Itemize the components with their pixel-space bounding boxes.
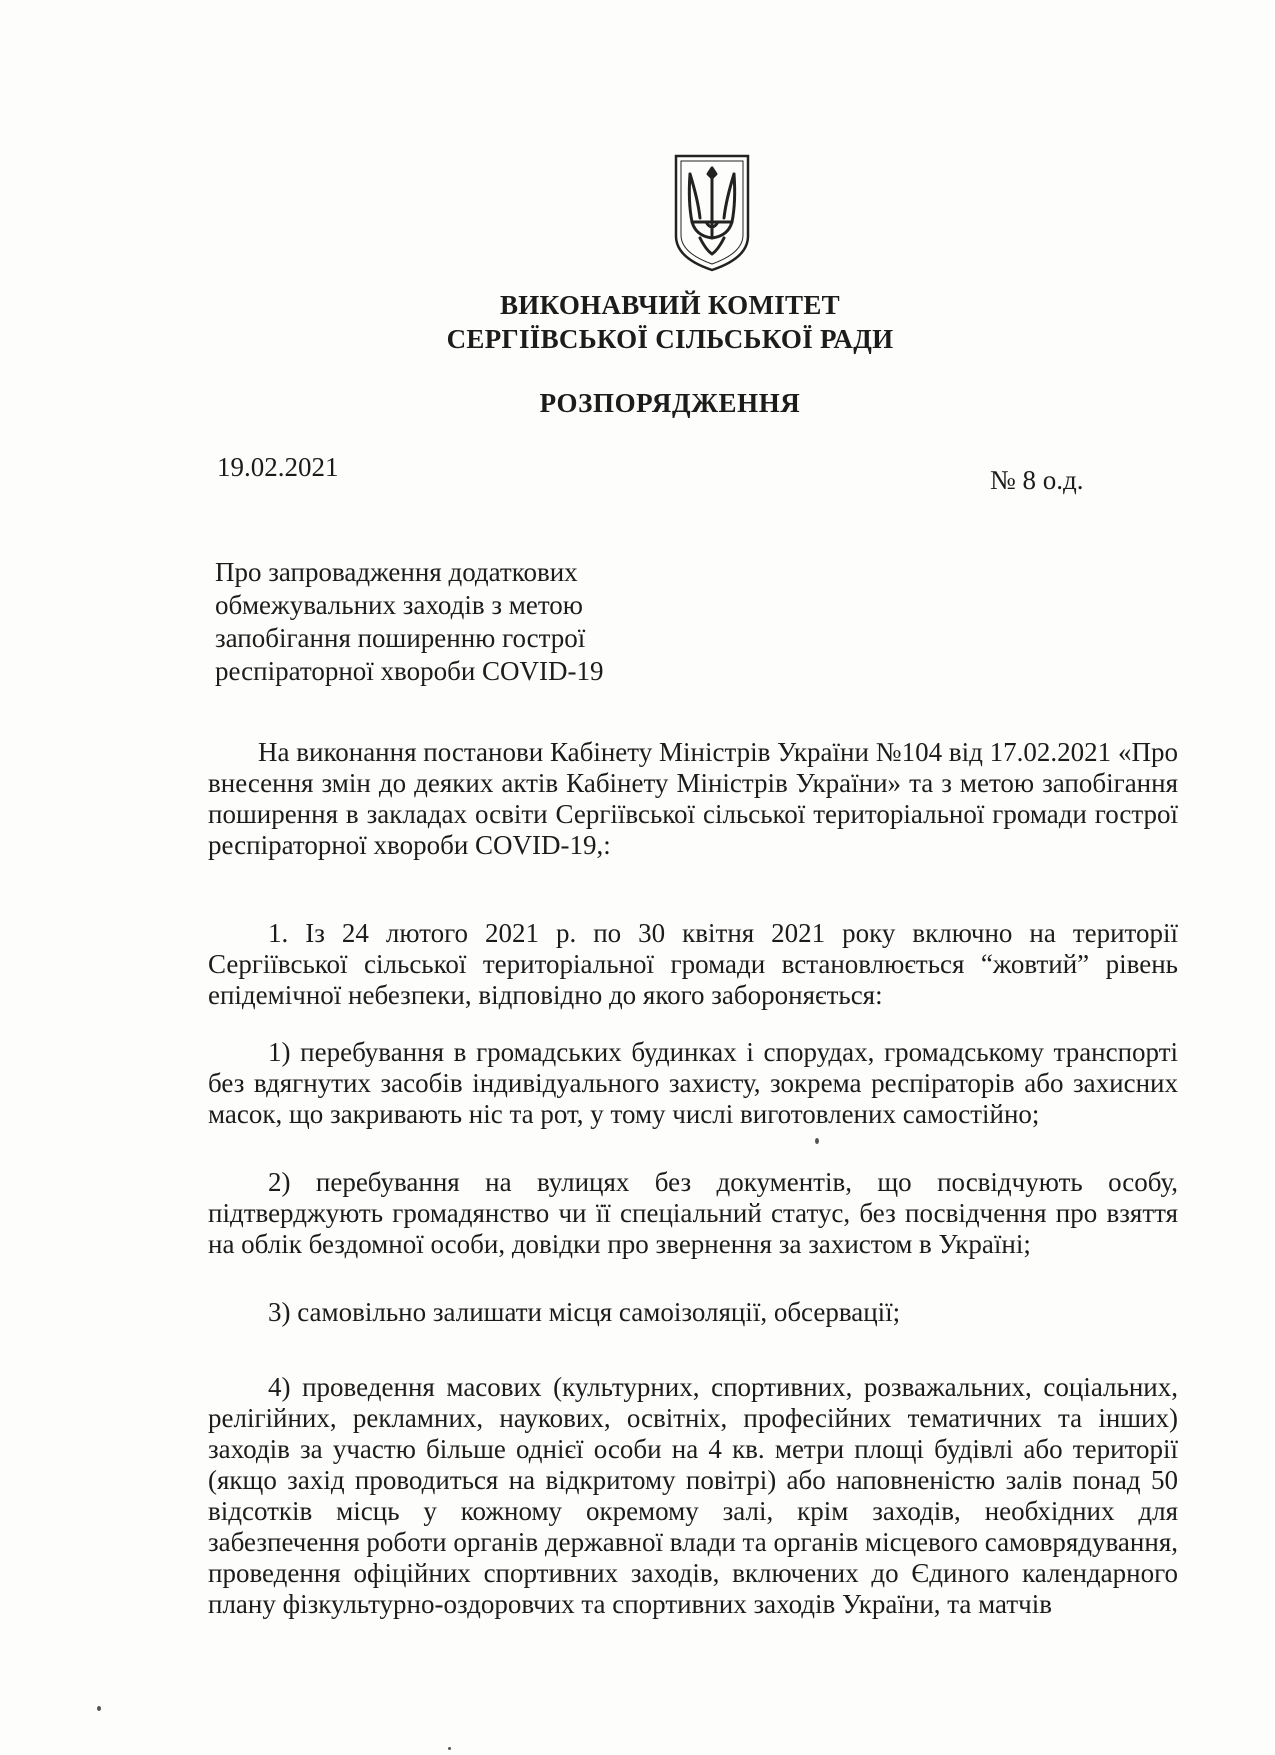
- subject-line: Про запровадження додаткових: [215, 557, 578, 587]
- document-date: 19.02.2021: [217, 452, 339, 482]
- subitem-4: 4) проведення масових (культурних, спортивних, розважальних, соціальних, релігійних, рекламних, наукових, освітніх, професійних тематичних та інших) заходів за участю більше однієї особи на 4 кв. метри площі будівлі або території (якщо захід проводиться на відкритому повітрі) або наповненістю залів понад 50 відсотків місць у кожному окремому залі, крім заходів, необхідних для забезпечення роботи органів державної влади та органів місцевого самоврядування, проведення офіційних спортивних заходів, включених до Єдиного календарного плану фізкультурно-оздоровчих та спортивних заходів України, та матчів: [208, 1372, 1178, 1619]
- document-type-title: РОЗПОРЯДЖЕННЯ: [539, 388, 801, 418]
- tryzub-coat-of-arms-icon: [670, 152, 754, 274]
- subject-line: респіраторної хвороби COVID-19: [215, 656, 604, 686]
- subject-line: обмежувальних заходів з метою: [215, 590, 583, 620]
- scan-speck: [815, 1138, 819, 1144]
- subitem-1: 1) перебування в громадських будинках і спорудах, громадському транспорті без вдягнутих засобів індивідуального захисту, зокрема респіраторів або захисних масок, що закривають ніс та рот, у тому числі виготовлених самостійно;: [208, 1037, 1178, 1129]
- organization-name-line-1: ВИКОНАВЧИЙ КОМІТЕТ: [500, 290, 840, 320]
- organization-name-line-2: СЕРГІЇВСЬКОЇ СІЛЬСЬКОЇ РАДИ: [446, 324, 894, 354]
- document-subject: [215, 556, 675, 688]
- subitem-2: 2) перебування на вулицях без документів, що посвідчують особу, підтверджують громадянство чи її спеціальний статус, без посвідчення про взяття на облік бездомної особи, довідки про звернення за захистом в Україні;: [208, 1167, 1178, 1259]
- subject-line: запобігання поширенню гострої: [215, 623, 586, 653]
- order-item-1: 1. Із 24 лютого 2021 р. по 30 квітня 2021 року включно на території Сергіївської сільської територіальної громади встановлюється “жовтий” рівень епідемічної небезпеки, відповідно до якого забороняється:: [208, 918, 1178, 1010]
- subitem-3: 3) самовільно залишати місця самоізоляції, обсервації;: [268, 1297, 901, 1327]
- document-number: № 8 о.д.: [990, 465, 1084, 495]
- scan-speck: [97, 1706, 101, 1711]
- preamble-paragraph: На виконання постанови Кабінету Міністрів України №104 від 17.02.2021 «Про внесення змін до деяких актів Кабінету Міністрів України» та з метою запобігання поширення в закладах освіти Сергіївської сільської територіальної громади гострої респіраторної хвороби COVID-19,:: [208, 737, 1178, 860]
- scan-speck: [448, 1747, 451, 1750]
